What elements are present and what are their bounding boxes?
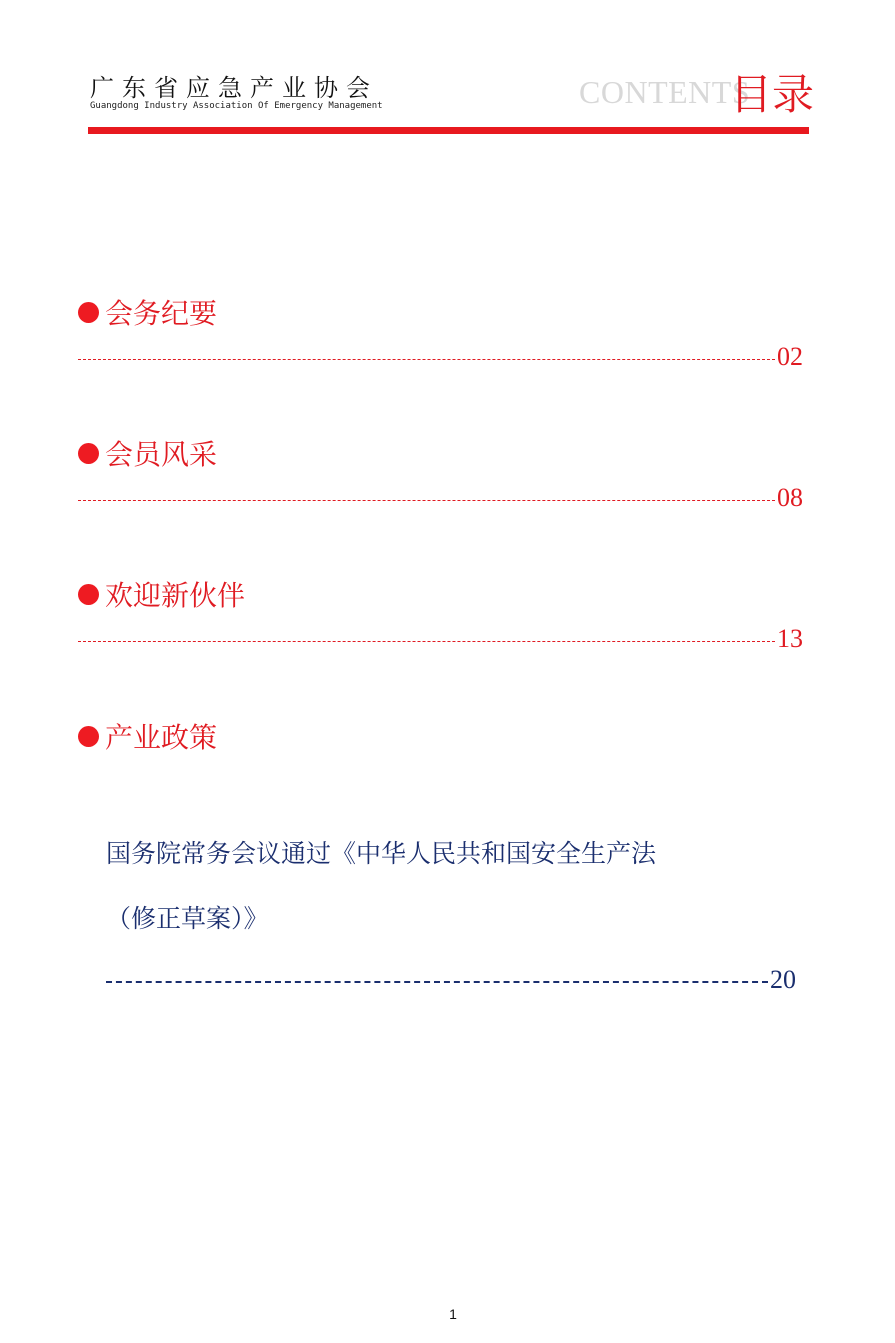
toc-leader-2 (78, 483, 803, 513)
toc-section-title: 产业政策 (105, 721, 218, 754)
organization-english-name: Guangdong Industry Association Of Emergency Management (90, 101, 383, 111)
toc-subitem-leader (106, 965, 796, 995)
toc-subitem-line-2[interactable]: （修正草案）》 (106, 904, 269, 933)
toc-subitem-line-1[interactable]: 国务院常务会议通过《中华人民共和国安全生产法 (106, 839, 657, 868)
bullet-dot-icon (78, 584, 99, 605)
toc-page-number: 08 (777, 483, 803, 512)
toc-leader-1 (78, 342, 803, 372)
dashed-leader-line (106, 981, 768, 983)
toc-section-title: 欢迎新伙伴 (105, 579, 246, 612)
toc-page-number: 13 (777, 624, 803, 653)
header-divider (88, 127, 809, 134)
dashed-leader-line (78, 641, 775, 642)
toc-section-title: 会员风采 (105, 438, 218, 471)
dashed-leader-line (78, 500, 775, 501)
toc-section-3[interactable] (78, 574, 245, 614)
bullet-dot-icon (78, 302, 99, 323)
toc-section-2[interactable] (78, 433, 217, 473)
toc-leader-3 (78, 624, 803, 654)
bullet-dot-icon (78, 443, 99, 464)
organization-name: 广东省应急产业协会 (90, 74, 378, 102)
dashed-leader-line (78, 359, 775, 360)
contents-label: CONTENTS (579, 74, 751, 110)
page-title: 目录 (730, 70, 815, 119)
toc-section-title: 会务纪要 (105, 297, 218, 330)
toc-page-number: 20 (770, 965, 796, 994)
toc-section-1[interactable] (78, 292, 217, 332)
toc-page-number: 02 (777, 342, 803, 371)
toc-section-4[interactable] (78, 716, 217, 756)
bullet-dot-icon (78, 726, 99, 747)
page-number: 1 (449, 1306, 457, 1322)
